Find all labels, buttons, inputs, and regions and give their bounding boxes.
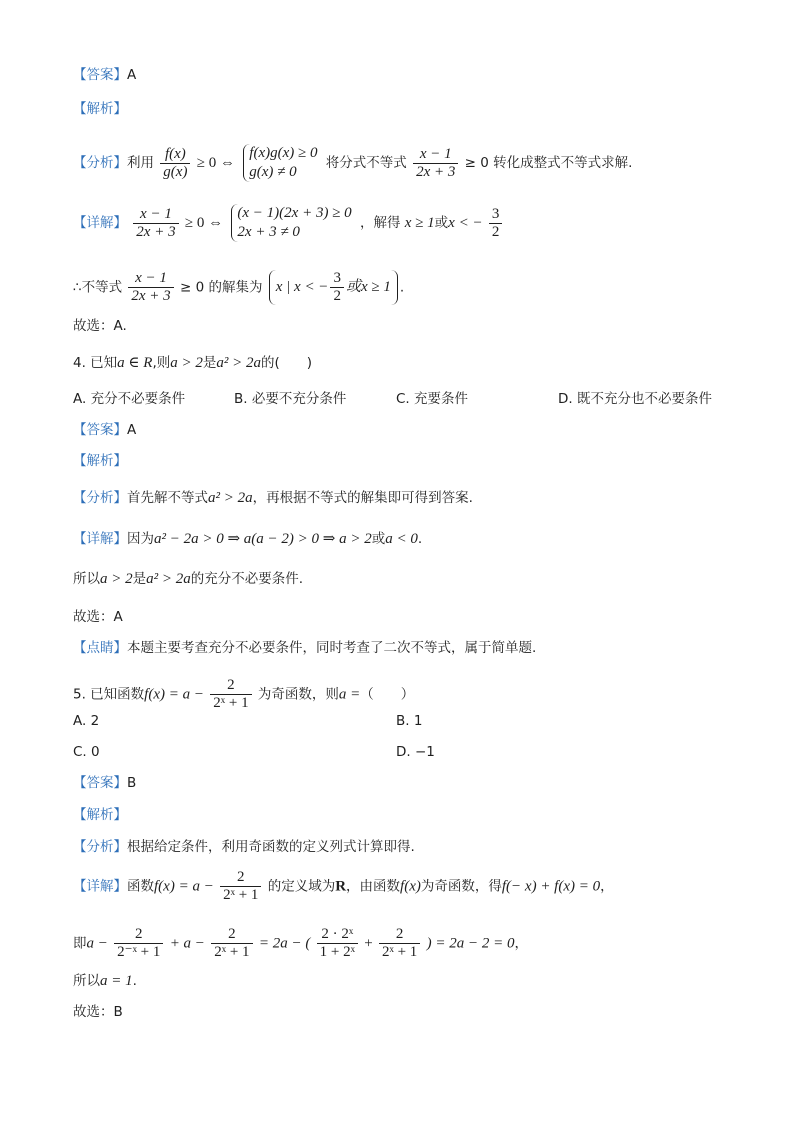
- fenxi-tag: 【分析】: [73, 839, 127, 855]
- fraction: $\frac{x - 1}{2x + 3}$: [413, 146, 458, 181]
- fenxi-text: ，再根据不等式的解集即可得到答案.: [252, 490, 473, 506]
- analysis-tag: 【解析】: [73, 453, 127, 469]
- conclusion-text: 是: [132, 571, 147, 587]
- fraction: $\frac{x - 1}{2x + 3}$: [133, 206, 178, 241]
- q4-stem: [73, 354, 312, 372]
- fenxi-text: 利用: [127, 155, 154, 171]
- inequality-system: f(x)g(x) ≥ 0 g(x) ≠ 0: [243, 144, 317, 182]
- analysis-tag: 【解析】: [73, 807, 127, 823]
- q4-conclusion-line: [73, 570, 303, 588]
- answer-value: B: [127, 775, 137, 791]
- q4-choose-line: [73, 608, 123, 626]
- math-expr: f(− x) + f(x) = 0: [501, 878, 601, 895]
- math-expr: a² > 2a: [146, 571, 191, 587]
- conclusion-text: 的充分不必要条件.: [190, 571, 304, 587]
- math-expr: a ∈ R: [117, 355, 153, 371]
- fraction: $\frac{2}{\text{2ˣ + 1}}$: [210, 677, 251, 712]
- q5-detail-line: [73, 869, 614, 904]
- math-expr: a² > 2a: [208, 490, 253, 506]
- fraction: $\frac{\text{2 · 2ˣ}}{\text{1 + 2ˣ}}$: [317, 926, 358, 961]
- q4-analysis-heading: [73, 452, 127, 470]
- step-text: 即: [73, 935, 87, 952]
- stem-text: 4. 已知: [73, 355, 118, 371]
- detail-text: 或: [371, 531, 386, 547]
- math-expr: a > 2: [100, 571, 133, 587]
- detail-text: 的定义域为: [267, 878, 336, 895]
- q5-analysis-heading: [73, 806, 127, 824]
- q5-option-d: D. −1: [396, 744, 435, 760]
- detail-tag: 【详解】: [73, 215, 127, 231]
- dianjing-text: 本题主要考查充分不必要条件，同时考查了二次不等式，属于简单题.: [127, 640, 537, 656]
- math-expr: x ≥ 1: [404, 215, 435, 231]
- q5-answer-line: [73, 774, 136, 792]
- real-set-symbol: R: [335, 878, 347, 895]
- conclusion-text: .: [399, 279, 405, 296]
- inequality-system: (x − 1)(2x + 3) ≥ 0 2x + 3 ≠ 0: [231, 204, 351, 242]
- math-expr: f(x) = a −: [144, 686, 204, 703]
- math-expr: a² > 2a: [216, 355, 261, 371]
- choose-text: 故选：A: [73, 609, 123, 625]
- answer-tag: 【答案】: [73, 775, 127, 791]
- detail-text: ，解得: [359, 215, 401, 231]
- q4-fenxi-line: [73, 489, 473, 507]
- math-expr: a > 2: [170, 355, 203, 371]
- solution-set: x | x < − $\frac{3}{2}$ 或x ≥ 1: [269, 270, 398, 305]
- math-expr: a² − 2a > 0 ⇒ a(a − 2) > 0 ⇒ a > 2: [154, 531, 372, 547]
- q4-option-c: C. 充要条件: [396, 391, 469, 407]
- detail-text: 为奇函数，得: [420, 878, 502, 895]
- fraction: $\frac{2}{\text{2⁻ˣ + 1}}$: [114, 926, 163, 961]
- step-text: ，: [514, 935, 528, 952]
- math-expr: a =: [338, 686, 361, 703]
- q5-option-a: A. 2: [73, 713, 100, 729]
- fraction: $\frac{f(x)}{g(x)}$: [160, 146, 190, 181]
- fraction: $\frac{3}{2}$: [489, 206, 503, 241]
- q5-option-b: B. 1: [396, 713, 423, 729]
- fraction: $\frac{2}{\text{2ˣ + 1}}$: [211, 926, 252, 961]
- math-expr: ) = 2a − 2 = 0: [426, 935, 515, 952]
- q3-conclusion-line: [73, 270, 404, 305]
- choose-text: 故选：B: [73, 1004, 123, 1020]
- conclusion-text: ∴不等式: [73, 279, 123, 296]
- dianjing-tag: 【点睛】: [73, 640, 127, 656]
- conclusion-text: .: [132, 973, 137, 989]
- fenxi-tag: 【分析】: [73, 490, 127, 506]
- detail-tag: 【详解】: [73, 878, 127, 895]
- q5-stem: [73, 677, 414, 712]
- fenxi-text: 首先解不等式: [127, 490, 208, 506]
- math-expr: +: [364, 935, 373, 952]
- detail-text: ，: [600, 878, 614, 895]
- q4-answer-line: [73, 421, 136, 439]
- stem-text: 为奇函数，则: [257, 686, 339, 703]
- q4-option-b: B. 必要不充分条件: [234, 391, 347, 407]
- math-expr: a < 0: [385, 531, 418, 547]
- q4-option-d: D. 既不充分也不必要条件: [558, 391, 712, 407]
- conclusion-text: 所以: [73, 973, 100, 989]
- fenxi-text: 将分式不等式: [325, 155, 407, 171]
- stem-text: 是: [202, 355, 217, 371]
- q3-fenxi-line: [73, 144, 632, 182]
- math-expr: f(x) = a −: [154, 878, 214, 895]
- detail-text: 因为: [127, 531, 154, 547]
- q5-choose-line: [73, 1003, 123, 1021]
- q4-detail-line: [73, 530, 422, 548]
- math-expr: + a −: [169, 935, 205, 952]
- math-expr: a = 1: [100, 973, 133, 989]
- answer-tag: 【答案】: [73, 67, 127, 83]
- answer-value: A: [127, 67, 137, 83]
- q5-step-line: [73, 926, 528, 961]
- math-expr: a −: [86, 935, 108, 952]
- math-expr: ≥ 0 ⇔: [196, 155, 235, 171]
- q4-option-a: A. 充分不必要条件: [73, 391, 186, 407]
- detail-text: .: [417, 531, 423, 547]
- stem-text: ,则: [152, 355, 171, 371]
- detail-text: ，由函数: [346, 878, 401, 895]
- stem-text: （ ）: [360, 686, 415, 703]
- q5-conclusion-line: [73, 972, 137, 990]
- fraction: $\frac{x - 1}{2x + 3}$: [128, 270, 173, 305]
- q3-detail-line: [73, 204, 504, 242]
- math-expr: = 2a − (: [258, 935, 311, 952]
- stem-text: 的( ): [261, 355, 313, 371]
- choose-text: 故选：A.: [73, 318, 127, 334]
- conclusion-text: ≥ 0 的解集为: [179, 279, 263, 296]
- answer-value: A: [127, 422, 137, 438]
- math-expr: ≥ 0 ⇔: [184, 215, 224, 231]
- q5-fenxi-line: [73, 838, 415, 856]
- detail-tag: 【详解】: [73, 531, 127, 547]
- q3-analysis-heading: [73, 100, 127, 118]
- answer-tag: 【答案】: [73, 422, 127, 438]
- detail-text: 或: [434, 215, 449, 231]
- analysis-tag: 【解析】: [73, 101, 127, 117]
- q3-choose-line: [73, 317, 127, 335]
- fenxi-text: 根据给定条件，利用奇函数的定义列式计算即得.: [127, 839, 415, 855]
- stem-text: 5. 已知函数: [73, 686, 145, 703]
- detail-text: 函数: [127, 878, 154, 895]
- math-expr: x < −: [448, 215, 483, 231]
- q3-answer-line: [73, 66, 136, 84]
- q4-dianjing-line: [73, 639, 536, 657]
- fraction: $\frac{2}{\text{2ˣ + 1}}$: [379, 926, 420, 961]
- fraction: $\frac{2}{\text{2ˣ + 1}}$: [220, 869, 261, 904]
- conclusion-text: 所以: [73, 571, 100, 587]
- math-expr: f(x): [400, 878, 421, 895]
- fraction: $\frac{3}{2}$: [330, 270, 344, 305]
- fenxi-tag: 【分析】: [73, 155, 127, 171]
- fenxi-text: ≥ 0 转化成整式不等式求解.: [464, 155, 633, 171]
- q5-option-c: C. 0: [73, 744, 100, 760]
